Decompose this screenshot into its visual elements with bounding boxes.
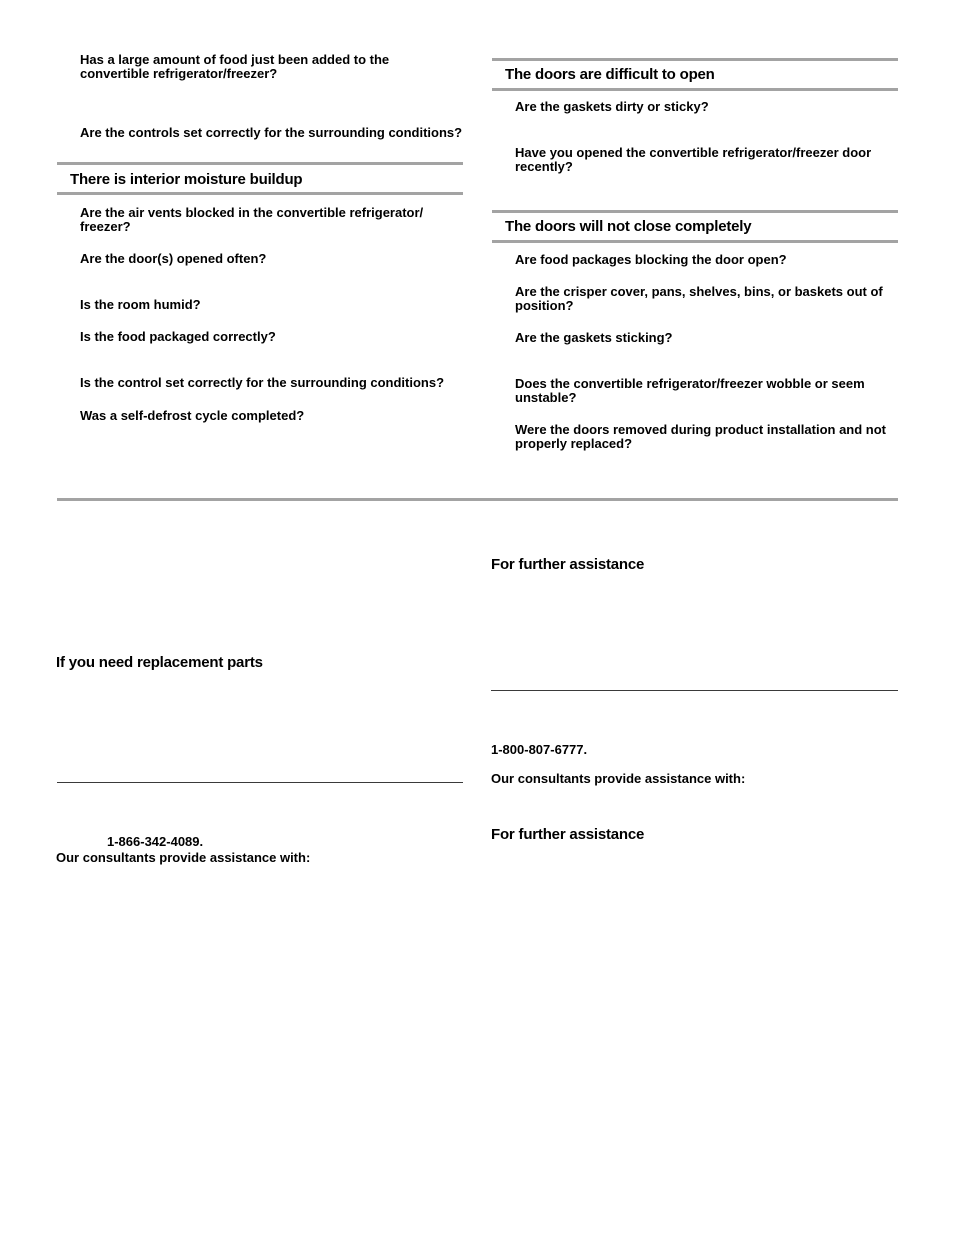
heading-replacement-parts: If you need replacement parts (56, 654, 263, 671)
question-food-packaged: Is the food packaged correctly? (80, 329, 276, 344)
question-controls-set: Are the controls set correctly for the surrounding conditions? (80, 125, 463, 140)
section-rule-bottom (492, 240, 898, 243)
section-divider (491, 690, 898, 691)
heading-doors-difficult: The doors are difficult to open (505, 66, 715, 83)
question-gaskets-sticking: Are the gaskets sticking? (515, 330, 673, 345)
question-control-set: Is the control set correctly for the surrounding conditions? (80, 375, 445, 390)
section-rule-top (57, 162, 463, 165)
question-food-added: Has a large amount of food just been added to the convertible refrigerator/freezer? (80, 52, 390, 81)
phone-number: 1-866-342-4089. (107, 834, 204, 849)
question-gaskets-dirty: Are the gaskets dirty or sticky? (515, 99, 709, 114)
question-doors-opened: Are the door(s) opened often? (80, 251, 267, 266)
phone-number: 1-800-807-6777. (491, 742, 588, 757)
consultants-text: Our consultants provide assistance with: (56, 850, 311, 865)
section-rule-bottom (57, 192, 463, 195)
heading-interior-moisture: There is interior moisture buildup (70, 171, 303, 188)
question-food-blocking: Are food packages blocking the door open? (515, 252, 787, 267)
question-room-humid: Is the room humid? (80, 297, 201, 312)
question-out-of-position: Are the crisper cover, pans, shelves, bins, or baskets out of position? (515, 284, 883, 313)
heading-further-assistance: For further assistance (491, 556, 645, 573)
question-door-opened-recently: Have you opened the convertible refrigerator/freezer door recently? (515, 145, 872, 174)
question-self-defrost: Was a self-defrost cycle completed? (80, 408, 305, 423)
section-rule-top (492, 210, 898, 213)
section-divider (57, 782, 463, 783)
question-air-vents: Are the air vents blocked in the convertible refrigerator/ freezer? (80, 205, 424, 234)
heading-further-assistance: For further assistance (491, 826, 645, 843)
question-doors-removed: Were the doors removed during product installation and not properly replaced? (515, 422, 887, 451)
page-divider (57, 498, 898, 501)
section-rule-top (492, 58, 898, 61)
question-wobble: Does the convertible refrigerator/freezer wobble or seem unstable? (515, 376, 865, 405)
consultants-text: Our consultants provide assistance with: (491, 771, 746, 786)
section-rule-bottom (492, 88, 898, 91)
heading-doors-not-close: The doors will not close completely (505, 218, 752, 235)
